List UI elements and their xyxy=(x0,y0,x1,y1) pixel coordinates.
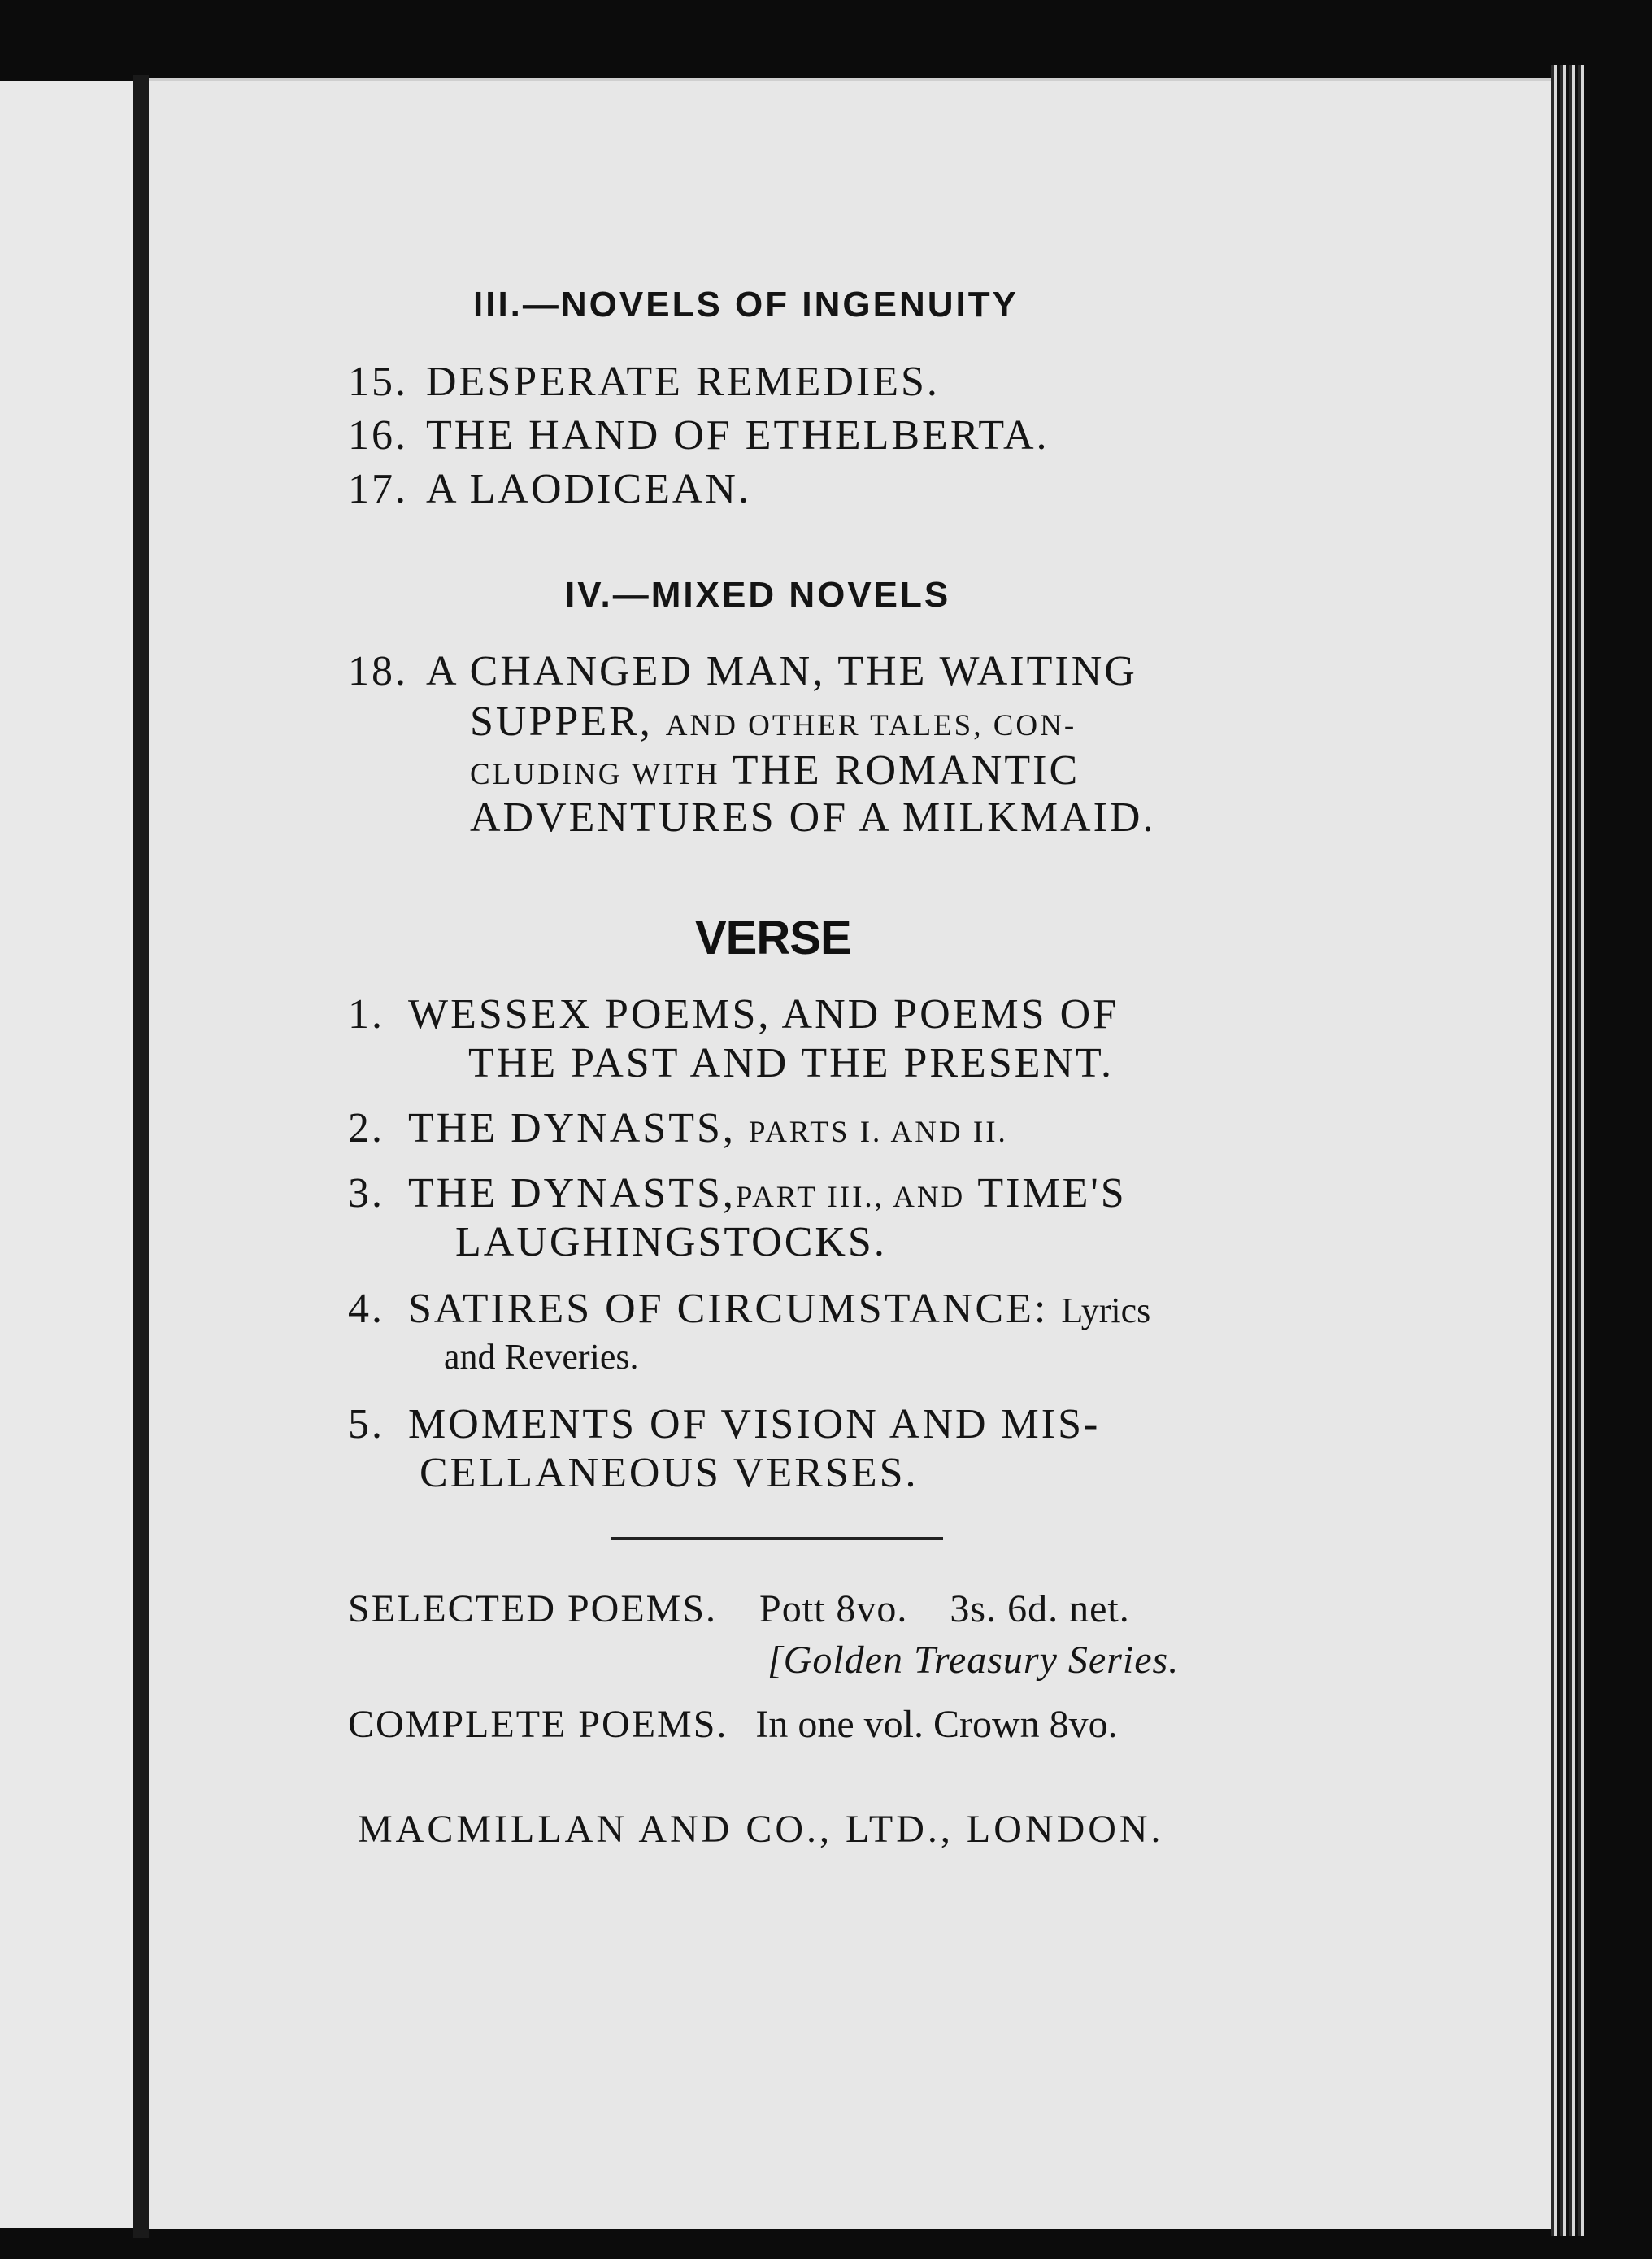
item-title-line1: A CHANGED MAN, THE WAITING xyxy=(426,648,1137,694)
complete-poems-format: In one vol. Crown 8vo. xyxy=(755,1703,1118,1746)
publisher-imprint: MACMILLAN AND CO., LTD., LONDON. xyxy=(358,1808,1164,1851)
item-subtitle-smallcaps: PART III., AND xyxy=(735,1181,966,1214)
item-continuation xyxy=(455,1218,887,1266)
item-title-line2: and Reveries. xyxy=(444,1337,639,1377)
item-number: 1. xyxy=(348,991,385,1038)
selected-poems-format: Pott 8vo. xyxy=(759,1587,908,1630)
selected-poems-price: 3s. 6d. net. xyxy=(950,1587,1130,1630)
item-continuation xyxy=(470,698,1076,746)
item-title-line4: ADVENTURES OF A MILKMAID. xyxy=(470,794,1156,841)
section-heading-verse: VERSE xyxy=(695,912,851,964)
item-title-line3: THE ROMANTIC xyxy=(732,747,1080,794)
item-continuation xyxy=(420,1449,919,1497)
item-continuation xyxy=(444,1336,638,1378)
list-item xyxy=(348,411,1050,459)
item-number: 16. xyxy=(348,412,408,459)
list-item xyxy=(348,1169,1127,1217)
item-title-line1: MOMENTS OF VISION AND MIS- xyxy=(408,1401,1101,1447)
section-heading-mixed: IV.—MIXED NOVELS xyxy=(565,575,951,615)
selected-poems-title: SELECTED POEMS. xyxy=(348,1587,718,1630)
item-subtitle: Lyrics xyxy=(1061,1291,1151,1330)
list-item xyxy=(348,1400,1100,1448)
item-title-line2: SUPPER, xyxy=(470,699,653,745)
item-title-line2: LAUGHINGSTOCKS. xyxy=(455,1219,887,1265)
divider xyxy=(611,1537,943,1540)
list-item xyxy=(348,358,940,406)
item-continuation xyxy=(468,1039,1114,1087)
selected-poems-line xyxy=(348,1584,1130,1632)
complete-poems-title: COMPLETE POEMS. xyxy=(348,1703,728,1746)
item-title: A LAODICEAN. xyxy=(426,466,751,512)
section-heading-ingenuity: III.—NOVELS OF INGENUITY xyxy=(473,285,1019,324)
item-title: THE DYNASTS, xyxy=(408,1170,736,1217)
item-title-line1: WESSEX POEMS, AND POEMS OF xyxy=(408,991,1119,1038)
item-continuation xyxy=(470,794,1155,842)
item-title: DESPERATE REMEDIES. xyxy=(426,359,940,405)
item-title-line2: CELLANEOUS VERSES. xyxy=(420,1450,919,1496)
series-note: [Golden Treasury Series. xyxy=(767,1639,1180,1682)
item-title-line2: THE PAST AND THE PRESENT. xyxy=(468,1040,1114,1086)
item-title-line3-smallcaps: CLUDING WITH xyxy=(470,758,720,791)
item-number: 15. xyxy=(348,359,408,405)
item-number: 17. xyxy=(348,466,408,512)
item-subtitle-smallcaps: PARTS I. AND II. xyxy=(748,1116,1008,1149)
item-title-line2-smallcaps: AND OTHER TALES, CON- xyxy=(665,709,1077,742)
list-item xyxy=(348,647,1137,695)
item-number: 2. xyxy=(348,1105,385,1151)
item-number: 5. xyxy=(348,1401,385,1447)
item-title: SATIRES OF CIRCUMSTANCE: xyxy=(408,1286,1049,1332)
list-item xyxy=(348,1285,1150,1333)
item-number: 3. xyxy=(348,1170,385,1217)
list-item xyxy=(348,1104,1008,1152)
item-title-tail: TIME'S xyxy=(977,1170,1127,1217)
list-item xyxy=(348,465,751,513)
item-number: 18. xyxy=(348,648,408,694)
complete-poems-line xyxy=(348,1700,1118,1748)
item-continuation xyxy=(470,746,1080,794)
list-item xyxy=(348,990,1119,1038)
item-number: 4. xyxy=(348,1286,385,1332)
item-title: THE HAND OF ETHELBERTA. xyxy=(426,412,1050,459)
item-title: THE DYNASTS, xyxy=(408,1105,736,1151)
